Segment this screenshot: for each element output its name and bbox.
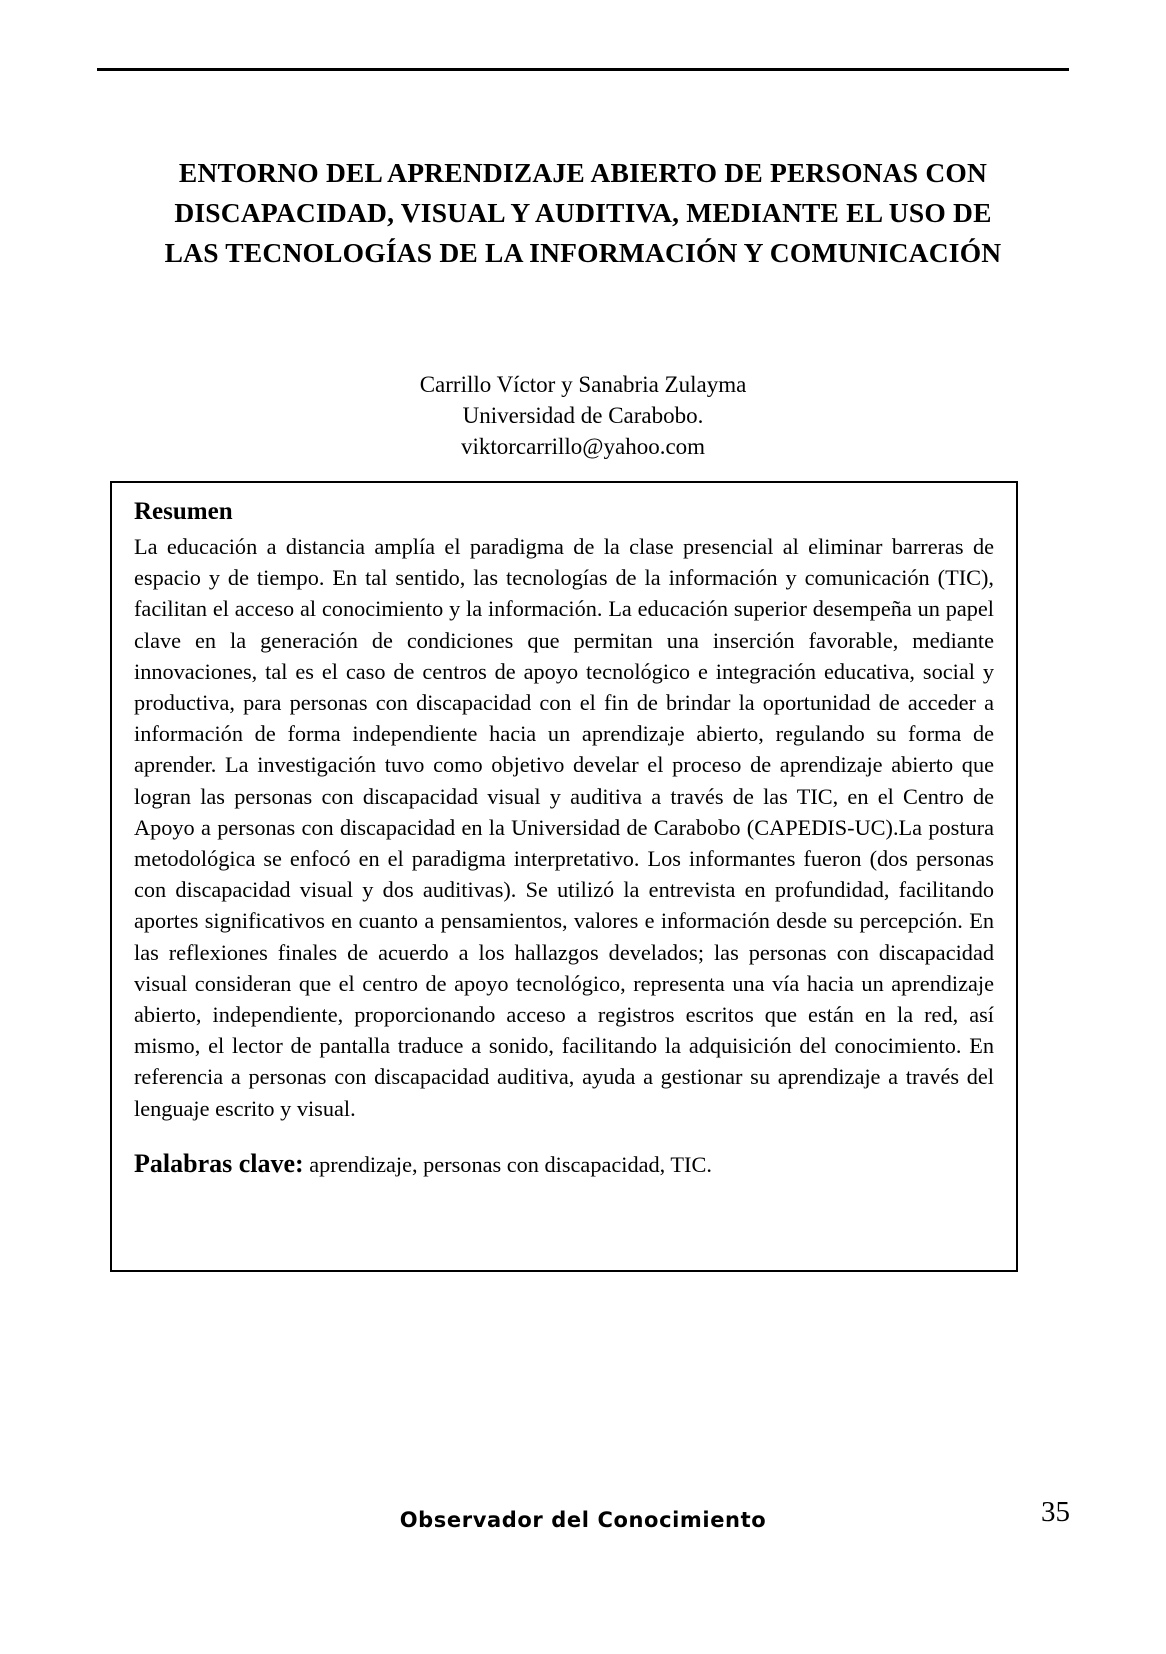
page-title: ENTORNO DEL APRENDIZAJE ABIERTO DE PERSONAS CON DISCAPACIDAD, VISUAL Y AUDITIVA, MEDIANTE EL USO DE LAS TECNOLOGÍAS DE LA INFORMACIÓN Y COMUNICACIÓN bbox=[164, 157, 1002, 269]
footer-journal-title: Observador del Conocimiento bbox=[399, 1508, 767, 1532]
keywords-line bbox=[134, 1148, 994, 1180]
keywords-label: Palabras clave: bbox=[134, 1148, 304, 1178]
header-divider bbox=[97, 68, 1069, 71]
author-affiliation: Universidad de Carabobo. bbox=[462, 403, 704, 428]
author-email: viktorcarrillo@yahoo.com bbox=[460, 434, 706, 459]
abstract-heading: Resumen bbox=[134, 498, 233, 525]
abstract-box bbox=[110, 481, 1018, 1272]
footer-page-number: 35 bbox=[1041, 1496, 1070, 1528]
author-block bbox=[150, 370, 1016, 463]
abstract-body: La educación a distancia amplía el paradigma de la clase presencial al eliminar barreras de espacio y de tiempo. En tal sentido, las tecnologías de la información y comunicación (TIC), facilitan el acceso al conocimiento y la información. La educación superior desempeña un papel clave en la generación de condiciones que permitan una inserción favorable, mediante innovaciones, tal es el caso de centros de apoyo tecnológico e integración educativa, social y productiva, para personas con discapacidad con el fin de brindar la oportunidad de acceder a información de forma independiente hacia un aprendizaje abierto, regulando su forma de aprender. La investigación tuvo como objetivo develar el proceso de aprendizaje abierto que logran las personas con discapacidad visual y auditiva a través de las TIC, en el Centro de Apoyo a personas con discapacidad en la Universidad de Carabobo (CAPEDIS-UC).La postura metodológica se enfocó en el paradigma interpretativo. Los informantes fueron (dos personas con discapacidad visual y dos auditivas). Se utilizó la entrevista en profundidad, facilitando aportes significativos en cuanto a pensamientos, valores e información desde su percepción. En las reflexiones finales de acuerdo a los hallazgos develados; las personas con discapacidad visual consideran que el centro de apoyo tecnológico, representa una vía hacia un aprendizaje abierto, independiente, proporcionando acceso a registros escritos que están en la red, así mismo, el lector de pantalla traduce a sonido, facilitando la adquisición del conocimiento. En referencia a personas con discapacidad auditiva, ayuda a gestionar su aprendizaje a través del lenguaje escrito y visual. bbox=[134, 534, 994, 1121]
author-names: Carrillo Víctor y Sanabria Zulayma bbox=[419, 372, 747, 397]
keywords-value: aprendizaje, personas con discapacidad, TIC. bbox=[303, 1151, 712, 1177]
